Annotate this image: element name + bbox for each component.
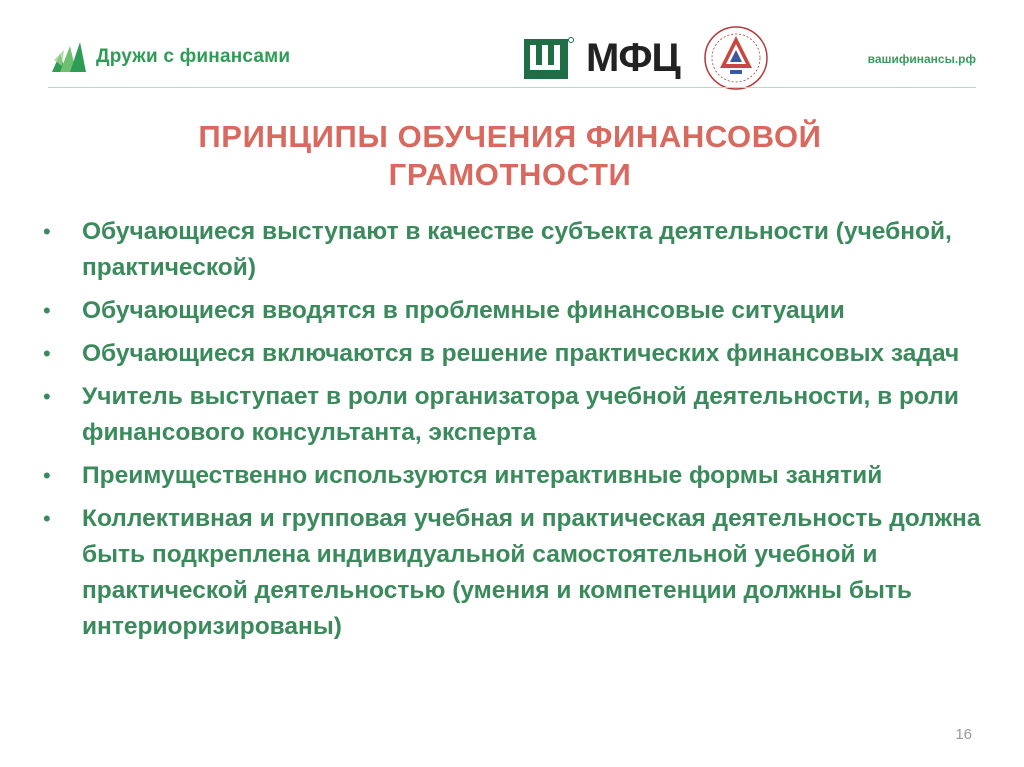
list-item <box>40 336 990 372</box>
bullet-icon: • <box>43 384 51 409</box>
bullet-icon: • <box>43 219 51 244</box>
partner-logos <box>522 24 770 92</box>
list-item-text: Обучающиеся включаются в решение практических финансовых задач <box>82 340 960 367</box>
site-url[interactable]: вашифинансы.рф <box>867 52 976 66</box>
list-item-text: Обучающиеся вводятся в проблемные финансовые ситуации <box>82 297 845 324</box>
brand-name: Дружи с финансами <box>96 46 291 67</box>
page-number: 16 <box>955 726 972 743</box>
bullet-icon: • <box>43 298 51 323</box>
bullet-icon: • <box>43 341 51 366</box>
list-item <box>40 379 990 451</box>
list-item-text: Обучающиеся выступают в качестве субъекта деятельности (учебной, практической) <box>82 218 952 281</box>
title-line-1: ПРИНЦИПЫ ОБУЧЕНИЯ ФИНАНСОВОЙ <box>198 119 822 154</box>
brand-block <box>50 40 290 74</box>
bullet-icon: • <box>43 463 51 488</box>
university-emblem-icon <box>702 24 770 92</box>
principles-list <box>40 214 990 652</box>
list-item <box>40 458 990 494</box>
bullet-icon: • <box>43 506 51 531</box>
list-item <box>40 501 990 645</box>
hse-logo-icon <box>522 35 574 81</box>
list-item <box>40 293 990 329</box>
title-line-2: ГРАМОТНОСТИ <box>388 157 632 192</box>
list-item-text: Преимущественно используются интерактивные формы занятий <box>82 462 883 489</box>
mfc-logo: МФЦ <box>586 36 680 80</box>
slide-title <box>110 118 910 194</box>
brand-leaf-icon <box>50 40 88 74</box>
list-item-text: Коллективная и групповая учебная и практическая деятельность должна быть подкреплена индивидуальной самостоятельной учебной и практической деятельностью (умения и компетенции должны быть интериоризированы) <box>82 505 981 640</box>
list-item-text: Учитель выступает в роли организатора учебной деятельности, в роли финансового консультанта, эксперта <box>82 383 959 446</box>
header-divider <box>48 87 976 88</box>
list-item <box>40 214 990 286</box>
